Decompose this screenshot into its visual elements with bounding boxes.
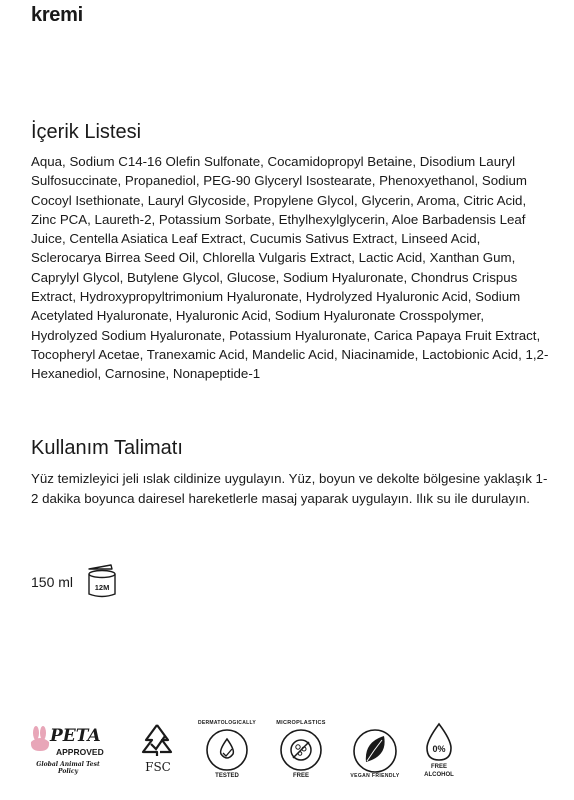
vegan-friendly-badge	[344, 720, 406, 782]
dropper-icon	[197, 720, 257, 780]
peta-badge	[28, 720, 108, 782]
volume-row	[31, 562, 121, 602]
peta-name: PETA	[50, 726, 101, 746]
open-jar-icon	[83, 563, 121, 601]
drop-icon	[422, 722, 456, 762]
leaf-icon	[346, 722, 404, 780]
alcohol-free-line2: ALCOHOL	[424, 772, 454, 778]
certification-badges	[28, 720, 548, 782]
peta-policy: Global Animal Test Policy	[36, 761, 100, 775]
dermatologically-tested-badge	[194, 720, 260, 782]
micro-bottom-label: FREE	[292, 773, 309, 779]
microplastics-free-badge	[268, 720, 334, 782]
alcohol-free-line1: FREE	[430, 764, 447, 770]
usage-instructions: Yüz temizleyici jeli ıslak cildinize uygulayın. Yüz, boyun ve dekolte bölgesine yaklaşık 1-2 dakika boyunca dairesel hareketlerle masaj yaparak uygulayın. Ilık su ile durulayın.	[31, 471, 548, 506]
ingredients-title: İçerik Listesi	[31, 121, 142, 143]
brand-logo: kremi	[31, 4, 83, 26]
alcohol-percent: 0%	[432, 744, 446, 754]
microbeads-icon	[271, 720, 331, 780]
micro-top-label: MICROPLASTICS	[276, 720, 326, 726]
usage-title: Kullanım Talimatı	[31, 437, 183, 459]
bunny-icon	[28, 726, 52, 752]
vegan-label: VEGAN FRIENDLY	[350, 773, 400, 779]
peta-approved: APPROVED	[56, 747, 104, 757]
derm-bottom-label: TESTED	[215, 773, 239, 779]
pao-label: 12M	[94, 583, 110, 592]
fsc-label: FSC	[145, 760, 171, 774]
fsc-badge	[132, 720, 184, 782]
alcohol-free-badge	[414, 720, 464, 782]
ingredients-list: Aqua, Sodium C14-16 Olefin Sulfonate, Cocamidopropyl Betaine, Disodium Lauryl Sulfosuccinate, Propanediol, PEG-90 Glyceryl Isostearate, Phenoxyethanol, Sodium Cocoyl Isethionate, Lauryl Glycoside, Propylene Glycol, Glycerin, Aroma, Citric Acid, Zinc PCA, Laureth-2, Potassium Sorbate, Ethylhexylglycerin, Aloe Barbadensis Leaf Juice, Centella Asiatica Leaf Extract, Cucumis Sativus Extract, Linseed Acid, Sclerocarya Birrea Seed Oil, Chlorella Vulgaris Extract, Lactic Acid, Xanthan Gum, Caprylyl Glycol, Butylene Glycol, Glucose, Sodium Hyaluronate, Chondrus Crispus Extract, Hydroxypropyltrimonium Hyaluronate, Hydrolyzed Hyaluronic Acid, Sodium Acetylated Hyaluronate, Hyaluronic Acid, Sodium Hyaluronate Crosspolymer, Hydrolyzed Sodium Hyaluronate, Potassium Hyaluronate, Carica Papaya Fruit Extract, Tocopheryl Acetae, Tranexamic Acid, Mandelic Acid, Niacinamide, Lactobionic Acid, 1,2-Hexanediol, Carnosine, Nonapeptide-1	[31, 154, 549, 382]
derm-top-label: DERMATOLOGICALLY	[197, 720, 257, 726]
volume-label: 150 ml	[31, 574, 74, 590]
tree-check-icon	[138, 722, 176, 758]
